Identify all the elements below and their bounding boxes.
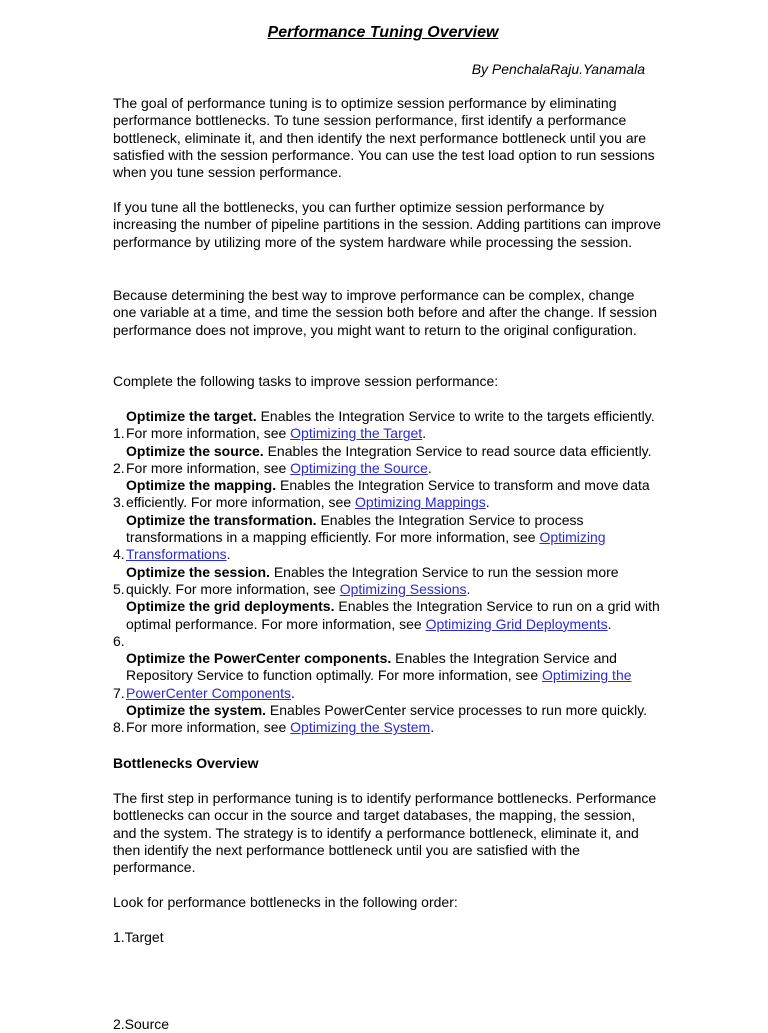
task-text: Enables the Integration Service to run on a grid with optimal performance. For more information, see — [126, 598, 660, 632]
order-item-target: 1.Target — [113, 929, 164, 945]
list-number: 4. — [113, 546, 125, 563]
tasks-list — [113, 408, 661, 737]
task-text: Enables the Integration Service to process transformations in a mapping efficiently. For more information, see — [126, 511, 584, 546]
list-number: 7. — [113, 684, 125, 701]
optimizing-source-link[interactable]: Optimizing the Source — [290, 459, 428, 476]
task-text: Enables the Integration Service to run the session more quickly. For more information, see — [126, 563, 619, 597]
task-text: Enables the Integration Service to write to the targets efficiently. For more information, see — [126, 408, 655, 442]
list-number: 5. — [113, 580, 125, 597]
task-lead: Optimize the transformation. — [126, 511, 317, 528]
task-lead: Optimize the session. — [126, 563, 270, 580]
task-lead: Optimize the mapping. — [126, 477, 277, 494]
task-lead: Optimize the system. — [126, 702, 267, 719]
optimizing-powercenter-components-link[interactable]: Optimizing the PowerCenter Components — [126, 667, 632, 701]
optimizing-system-link[interactable]: Optimizing the System — [290, 719, 431, 736]
document-title: Performance Tuning Overview — [267, 24, 499, 41]
tasks-intro: Complete the following tasks to improve session performance: — [113, 373, 499, 389]
order-intro: Look for performance bottlenecks in the following order: — [113, 894, 458, 910]
task-lead: Optimize the target. — [126, 408, 257, 424]
optimizing-sessions-link[interactable]: Optimizing Sessions — [339, 580, 467, 597]
bottlenecks-heading: Bottlenecks Overview — [113, 755, 259, 771]
task-text: Enables PowerCenter service processes to run more quickly. For more information, see — [126, 702, 648, 736]
list-item: 1. Optimize the target. Enables the Integration Service to write to the targets efficiently. For more information, see Optimizing the Target. — [113, 408, 655, 442]
list-item: 7. Optimize the PowerCenter components. Enables the Integration Service and Repository Service to function optimally. For more information, see Optimizing the PowerCenter Components. — [113, 650, 632, 701]
list-item: 6. Optimize the grid deployments. Enables the Integration Service to run on a grid with optimal performance. For more information, see Optimizing Grid Deployments. — [113, 598, 660, 649]
order-item-source: 2.Source — [113, 1016, 170, 1032]
variables-paragraph: Because determining the best way to improve performance can be complex, change one variable at a time, and time the session both before and after the change. If session performance does not improve, you might want to return to the original configuration. — [113, 287, 658, 338]
optimizing-target-link[interactable]: Optimizing the Target — [290, 425, 423, 442]
task-lead: Optimize the PowerCenter components. — [126, 650, 392, 667]
list-item: 3. Optimize the mapping. Enables the Integration Service to transform and move data efficiently. For more information, see Optimizing Mappings. — [113, 477, 650, 511]
document-page — [113, 0, 661, 1032]
bottlenecks-paragraph: The first step in performance tuning is to identify performance bottlenecks. Performance bottlenecks can occur in the source and target databases, the mapping, the session, and the system. The strategy is to identify a performance bottleneck, eliminate it, and then identify the next performance bottleneck until you are satisfied with the performance. — [113, 790, 657, 876]
list-number: 6. — [113, 632, 125, 649]
optimizing-mappings-link[interactable]: Optimizing Mappings — [355, 494, 486, 511]
list-number: 1. — [113, 425, 125, 442]
task-lead: Optimize the grid deployments. — [126, 598, 335, 615]
list-item: 5. Optimize the session. Enables the Integration Service to run the session more quickly. For more information, see Optimizing Sessions. — [113, 563, 619, 597]
task-text: Enables the Integration Service to read source data efficiently. For more information, see — [126, 442, 652, 476]
list-item: 2. Optimize the source. Enables the Integration Service to read source data efficiently. For more information, see Optimizing the Source. — [113, 442, 652, 476]
task-lead: Optimize the source. — [126, 442, 264, 459]
partitions-paragraph: If you tune all the bottlenecks, you can further optimize session performance by increasing the number of pipeline partitions in the session. Adding partitions can improve performance by utilizing more of the system hardware while processing the session. — [113, 199, 661, 250]
intro-paragraph: The goal of performance tuning is to optimize session performance by eliminating performance bottlenecks. To tune session performance, first identify a performance bottleneck, eliminate it, and then identify the next performance bottleneck until you are satisfied with the session performance. You can use the test load option to run sessions when you tune session performance. — [113, 95, 655, 181]
author-line: By PenchalaRaju.Yanamala — [471, 61, 645, 77]
task-text: Enables the Integration Service and Repository Service to function optimally. For more information, see — [126, 650, 617, 684]
optimizing-grid-deployments-link[interactable]: Optimizing Grid Deployments — [425, 615, 608, 632]
task-text: Enables the Integration Service to transform and move data efficiently. For more information, see — [126, 477, 650, 511]
optimizing-transformations-link[interactable]: Optimizing Transformations — [126, 529, 606, 563]
list-number: 3. — [113, 494, 125, 511]
list-number: 8. — [113, 719, 125, 736]
list-item: 4. Optimize the transformation. Enables the Integration Service to process transformations in a mapping efficiently. For more information, see Optimizing Transformations. — [113, 511, 606, 563]
list-number: 2. — [113, 459, 125, 476]
list-item: 8. Optimize the system. Enables PowerCenter service processes to run more quickly. For more information, see Optimizing the System. — [113, 702, 648, 736]
